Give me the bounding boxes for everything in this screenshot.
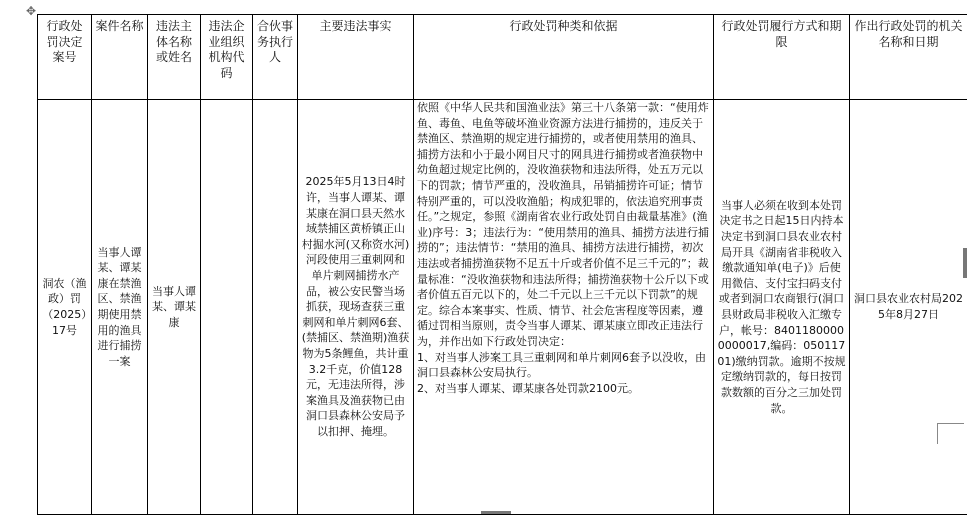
basis-paragraph: 依照《中华人民共和国渔业法》第三十八条第一款：“使用炸鱼、毒鱼、电鱼等破坏渔业资源方法进行捕捞的，违反关于禁渔区、禁渔期的规定进行捕捞的，或者使用禁用的渔具、捕捞方法和小于最小网目尺寸的网具进行捕捞或者渔获物中幼鱼超过规定比例的，没收渔获物和违法所得，处五万元以下的罚款；情节严重的，没收渔具，吊销捕捞许可证；情节特别严重的，可以没收渔船；构成犯罪的，依法追究刑事责任。”之规定，参照《湖南省农业行政处罚自由裁量基准》(渔业)序号：3；违法行为：“使用禁用的渔具、捕捞方法进行捕捞的”；违法情节：“禁用的渔具、捕捞方法进行捕捞，初次违法或者捕捞渔获物不足五十斤或者价值不足三千元的”；裁量标准：“没收渔获物和违法所得；捕捞渔获物十公斤以下或者价值五百元以下的，处二千元以上三千元以下罚款”的规定。综合本案事实、性质、情节、社会危害程度等因素，遵循过罚相当原则，责令当事人谭某、谭某康立即改正违法行为，并作出如下行政处罚决定：	[417, 100, 710, 350]
vertical-scrollbar-thumb[interactable]	[963, 248, 967, 278]
basis-item-1: 1、对当事人涉案工具三重刺网和单片刺网6套予以没收，由洞口县森林公安局执行。	[417, 350, 710, 381]
table-header-row	[38, 15, 967, 100]
header-authority: 作出行政处罚的机关名称和日期	[850, 15, 967, 100]
cell-authority: 洞口县农业农村局2025年8月27日	[850, 100, 967, 515]
header-case-name: 案件名称	[92, 15, 148, 100]
cell-basis	[414, 100, 714, 515]
header-basis: 行政处罚种类和依据	[414, 15, 714, 100]
penalty-disclosure-table	[37, 14, 967, 515]
cell-partner	[253, 100, 298, 515]
cell-org-code	[201, 100, 253, 515]
table-resize-handle[interactable]	[937, 423, 964, 444]
cell-facts: 2025年5月13日4时许，当事人谭某、谭某康在洞口县天然水域禁捕区黄桥镇正山村掘水河(又称资水河)河段使用三重刺网和单片刺网捕捞水产品，被公安民警当场抓获，现场查获三重刺网和单片刺网6套、(禁捕区、禁渔期)渔获物为5条鲤鱼，共计重3.2千克，价值128元，无违法所得，涉案渔具及渔获物已由洞口县森林公安局予以扣押、掩埋。	[298, 100, 414, 515]
header-partner: 合伙事务执行人	[253, 15, 298, 100]
table-move-handle-icon[interactable]: ✥	[24, 4, 38, 18]
header-org-code: 违法企业组织机构代码	[201, 15, 253, 100]
cell-method: 当事人必须在收到本处罚决定书之日起15日内持本决定书到洞口县农业农村局开具《湖南省非税收入缴款通知单(电子)》后使用微信、支付宝扫码支付或者到洞口农商银行(洞口县财政局非税收入汇缴专户，帐号：84011800000000017,编码：05011701)缴纳罚款。逾期不按规定缴纳罚款的，每日按罚款数额的百分之三加处罚款。	[714, 100, 850, 515]
header-case-number: 行政处罚决定案号	[38, 15, 92, 100]
cell-case-name: 当事人谭某、谭某康在禁渔区、禁渔期使用禁用的渔具进行捕捞一案	[92, 100, 148, 515]
header-party-name: 违法主体名称或姓名	[148, 15, 201, 100]
header-method: 行政处罚履行方式和期限	[714, 15, 850, 100]
table-row	[38, 100, 967, 515]
basis-item-2: 2、对当事人谭某、谭某康各处罚款2100元。	[417, 381, 710, 397]
cell-party-name: 当事人谭某、谭某康	[148, 100, 201, 515]
cell-case-number: 洞农（渔政）罚（2025）17号	[38, 100, 92, 515]
header-facts: 主要违法事实	[298, 15, 414, 100]
